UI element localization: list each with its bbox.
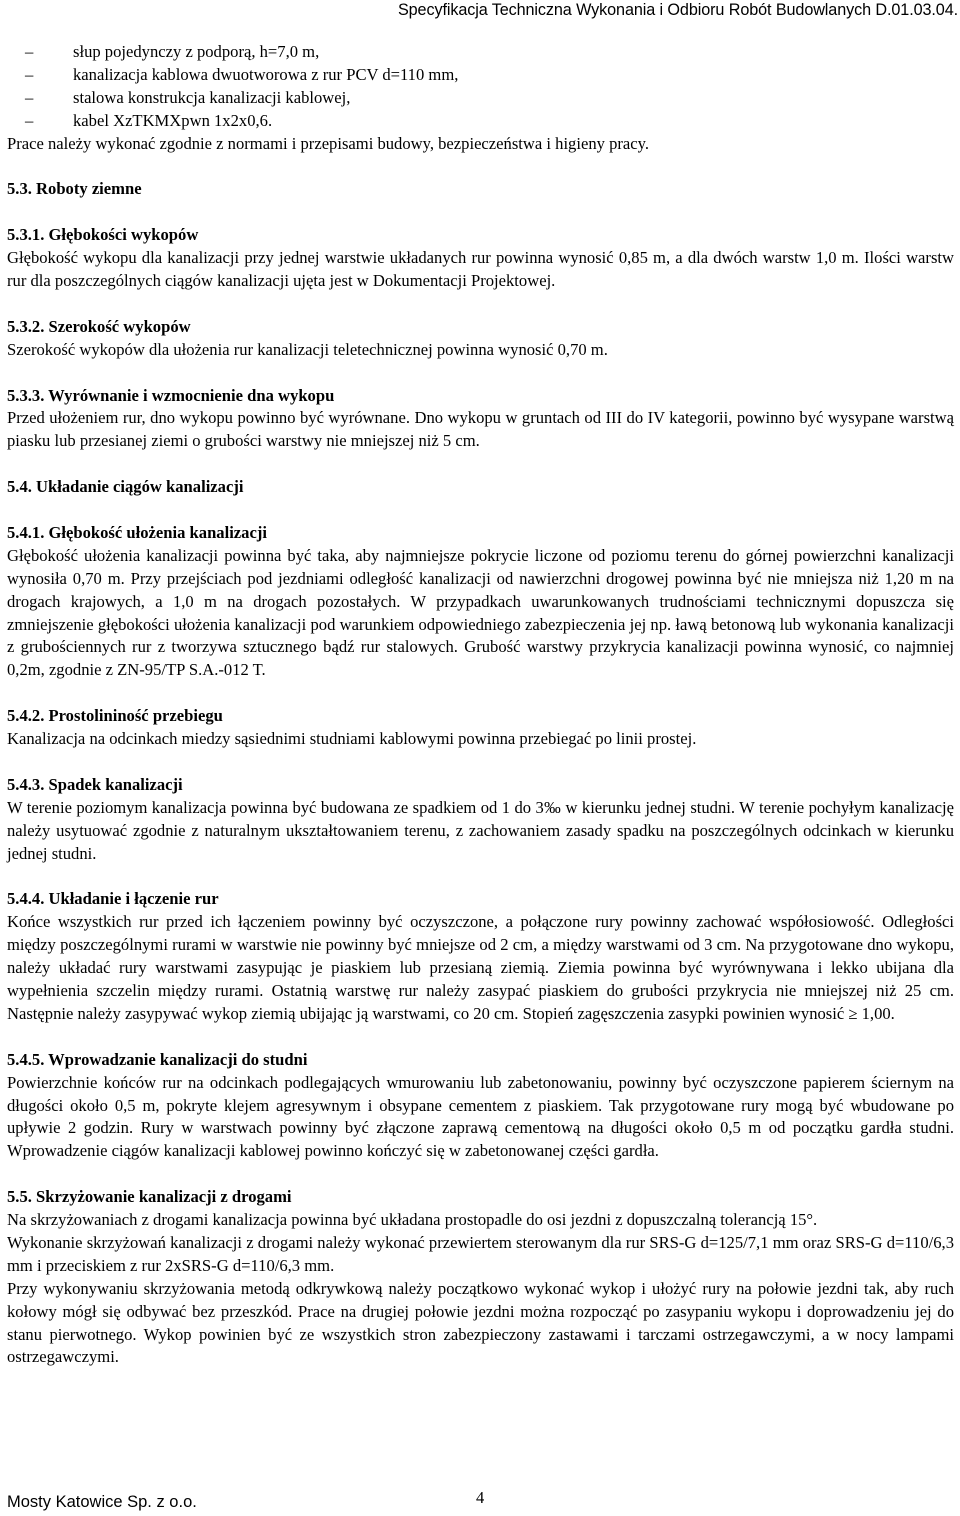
section-heading-5-3-1: 5.3.1. Głębokości wykopów [7,225,199,245]
paragraph: Końce wszystkich rur przed ich łączeniem powinny być oczyszczone, a połączone rury powinny zachować współosiowość. Odległości między poszczególnymi rurami w warstwie nie powinny być mniejsze od 2 cm, a między warstwami od 3 cm. Na przygotowane dno wykopu, należy układać rury warstwami zasypując je piaskiem lub przesianą ziemią. Ziemia powinna być wyrównywana i lekko ubijana dla wypełnienia szczelin między rurami. Ostatnią warstwę rur należy zasypać piaskiem do grubości przykrycia nie mniejszej niż 25 cm. Następnie należy zasypywać wykop ziemią ubijając ją warstwami, co 20 cm. Stopień zagęszczenia zasypki powinien wynosić ≥ 1,00. [7,912,954,1023]
list-item [7,64,954,87]
section-heading-5-3: 5.3. Roboty ziemne [7,179,142,199]
paragraph: Głębokość ułożenia kanalizacji powinna być taka, aby najmniejsze pokrycie liczone od poziomu terenu do górnej powierzchni kanalizacji wynosiła 0,70 m. Przy przejściach pod jezdniami odległość kanalizacji od nawierzchni drogowej powinna być nie mniejsza niż 1,20 m na drogach krajowych, a 1,0 m na drogach pozostałych. W przypadkach uwarunkowanych trudnościami technicznymi dopuszcza się zmniejszenie głębokości ułożenia kanalizacji pod warunkiem odpowiedniego zabezpieczenia jej np. ławą betonową lub wykonania kanalizacji z grubościennych rur z tworzywa sztucznego bądź rur stalowych. Grubość warstwy przykrycia kanalizacji powinna wynosić, co najmniej 0,2m, zgodnie z ZN-95/TP S.A.-012 T. [7,545,954,680]
paragraph: Przy wykonywaniu skrzyżowania metodą odkrywkową należy początkowo wykonać wykop i ułożyć rury na połowie jezdni tak, aby ruch kołowy mógł się odbywać bez przeszkód. Prace na drugiej połowie jezdni można rozpocząć po zasypaniu wykopu i doprowadzeniu jej do stanu pierwotnego. Wykop powinien być ze wszystkich stron zabezpieczony zastawami i tarczami ostrzegawczymi, a w nocy lampami ostrzegawczymi. [7,1278,954,1367]
section-heading-5-4: 5.4. Układanie ciągów kanalizacji [7,477,244,497]
list-item-text: stalowa konstrukcja kanalizacji kablowej, [73,87,351,107]
paragraph: W terenie poziomym kanalizacja powinna być budowana ze spadkiem od 1 do 3‰ w kierunku jednej studni. W terenie pochyłym kanalizację należy usytuować zgodnie z naturalnym ukształtowaniem terenu, z zachowaniem zasady spadku na poszczególnych odcinkach w kierunku jednej studni. [7,797,954,863]
bullet-dash: – [25,87,34,107]
paragraph: Na skrzyżowaniach z drogami kanalizacja powinna być układana prostopadle do osi jezdni z dopuszczalną tolerancją 15°. [7,1210,818,1230]
paragraph: Kanalizacja na odcinkach miedzy sąsiednimi studniami kablowymi powinna przebiegać po linii prostej. [7,729,697,749]
section-heading-5-4-2: 5.4.2. Prostolininość przebiegu [7,706,223,726]
paragraph: Szerokość wykopów dla ułożenia rur kanalizacji teletechnicznej powinna wynosić 0,70 m. [7,339,608,359]
section-heading-5-3-3: 5.3.3. Wyrównanie i wzmocnienie dna wykopu [7,385,335,405]
bullet-dash: – [25,110,34,130]
document-header: Specyfikacja Techniczna Wykonania i Odbioru Robót Budowlanych D.01.03.04. [397,1,958,19]
list-item-text: kabel XzTKMXpwn 1x2x0,6. [73,110,273,130]
bullet-dash: – [25,42,34,61]
footer-company: Mosty Katowice Sp. z o.o. [7,1493,197,1511]
document-body [7,41,954,1369]
paragraph: Przed ułożeniem rur, dno wykopu powinno być wyrównane. Dno wykopu w gruntach od III do IV kategorii, powinno być wysypane warstwą piasku lub przesianej ziemi o grubości warstwy nie mniejszej niż 5 cm. [7,408,954,451]
section-heading-5-4-4: 5.4.4. Układanie i łączenie rur [7,889,219,909]
list-item-text: słup pojedynczy z podporą, h=7,0 m, [73,42,320,61]
list-item [7,110,954,133]
section-heading-5-4-3: 5.4.3. Spadek kanalizacji [7,774,183,794]
paragraph: Wykonanie skrzyżowań kanalizacji z drogami należy wykonać przewiertem sterowanym dla rur SRS-G d=125/7,1 mm oraz SRS-G d=110/6,3 mm i przeciskiem z rur 2xSRS-G d=110/6,3 mm. [7,1232,954,1275]
intro-paragraph: Prace należy wykonać zgodnie z normami i przepisami budowy, bezpieczeństwa i higieny pracy. [7,133,649,153]
paragraph: Powierzchnie końców rur na odcinkach podlegających wmurowaniu lub zabetonowaniu, powinny być oczyszczone papierem ściernym na długości około 0,5 m, pokryte klejem agresywnym i obsypane cementem z piaskiem. Tak przygotowane rury mogą być wbudowane po upływie 2 godzin. Rury w warstwach powinny być złączone zaprawą cementową na długości około 0,5 m od początku gardła studni. Wprowadzenie ciągów kanalizacji kablowej powinno kończyć się w zabetonowanej części gardła. [7,1072,954,1161]
section-heading-5-3-2: 5.3.2. Szerokość wykopów [7,316,191,336]
bullet-dash: – [25,64,34,84]
section-heading-5-5: 5.5. Skrzyżowanie kanalizacji z drogami [7,1187,292,1207]
equipment-list [7,41,954,133]
list-item [7,41,954,64]
list-item-text: kanalizacja kablowa dwuotworowa z rur PCV d=110 mm, [73,64,459,84]
list-item [7,87,954,110]
paragraph: Głębokość wykopu dla kanalizacji przy jednej warstwie układanych rur powinna wynosić 0,85 m, a dla dwóch warstw 1,0 m. Ilości warstw rur dla poszczególnych ciągów kanalizacji ujęta jest w Dokumentacji Projektowej. [7,248,954,291]
section-heading-5-4-5: 5.4.5. Wprowadzanie kanalizacji do studni [7,1049,308,1069]
section-heading-5-4-1: 5.4.1. Głębokość ułożenia kanalizacji [7,522,267,542]
page-number: 4 [476,1488,485,1507]
